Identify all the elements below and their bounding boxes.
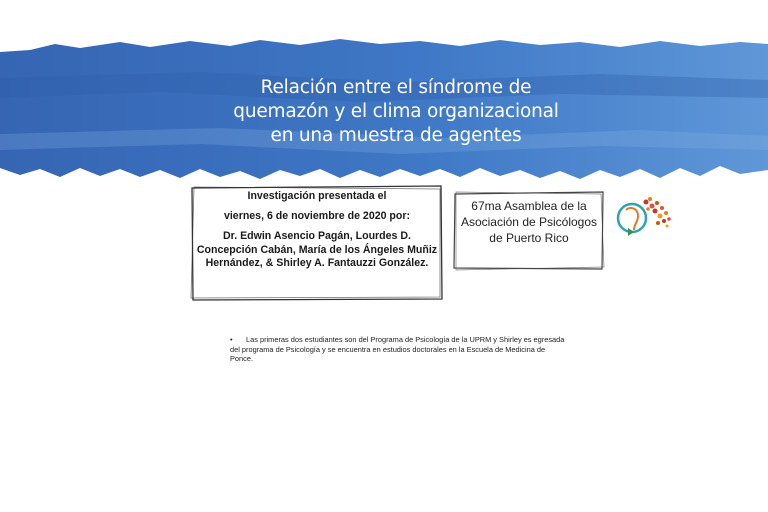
page-title [200,76,592,148]
footnote-text: Las primeras dos estudiantes son del Programa de Psicología de la UPRM y Shirley es egresada del programa de Psicología y se encuentra en estudios doctorales en la Escuela de Medicina de Ponce. [230,335,565,364]
presentation-info-content [196,190,438,270]
association-logo [612,194,674,246]
event-info-box [453,191,605,271]
event-name: 67ma Asamblea de la Asociación de Psicólogos de Puerto Rico [460,199,598,245]
title-line-3: en una muestra de agentes [270,125,522,146]
title-line-1: Relación entre el síndrome de [260,77,532,98]
head-silhouette-logo-icon [612,194,674,246]
presentation-line-1: Investigación presentada el [247,190,387,202]
presentation-info-box [190,185,444,301]
footnote [230,335,570,364]
authors-list: Dr. Edwin Asencio Pagán, Lourdes D. Concepción Cabán, María de los Ángeles Muñiz Hernández, & Shirley A. Fantauzzi González. [196,230,438,269]
presentation-date-line: viernes, 6 de noviembre de 2020 por: [223,210,411,223]
bullet-icon: • [230,335,233,344]
title-line-2: quemazón y el clima organizacional [233,101,559,122]
